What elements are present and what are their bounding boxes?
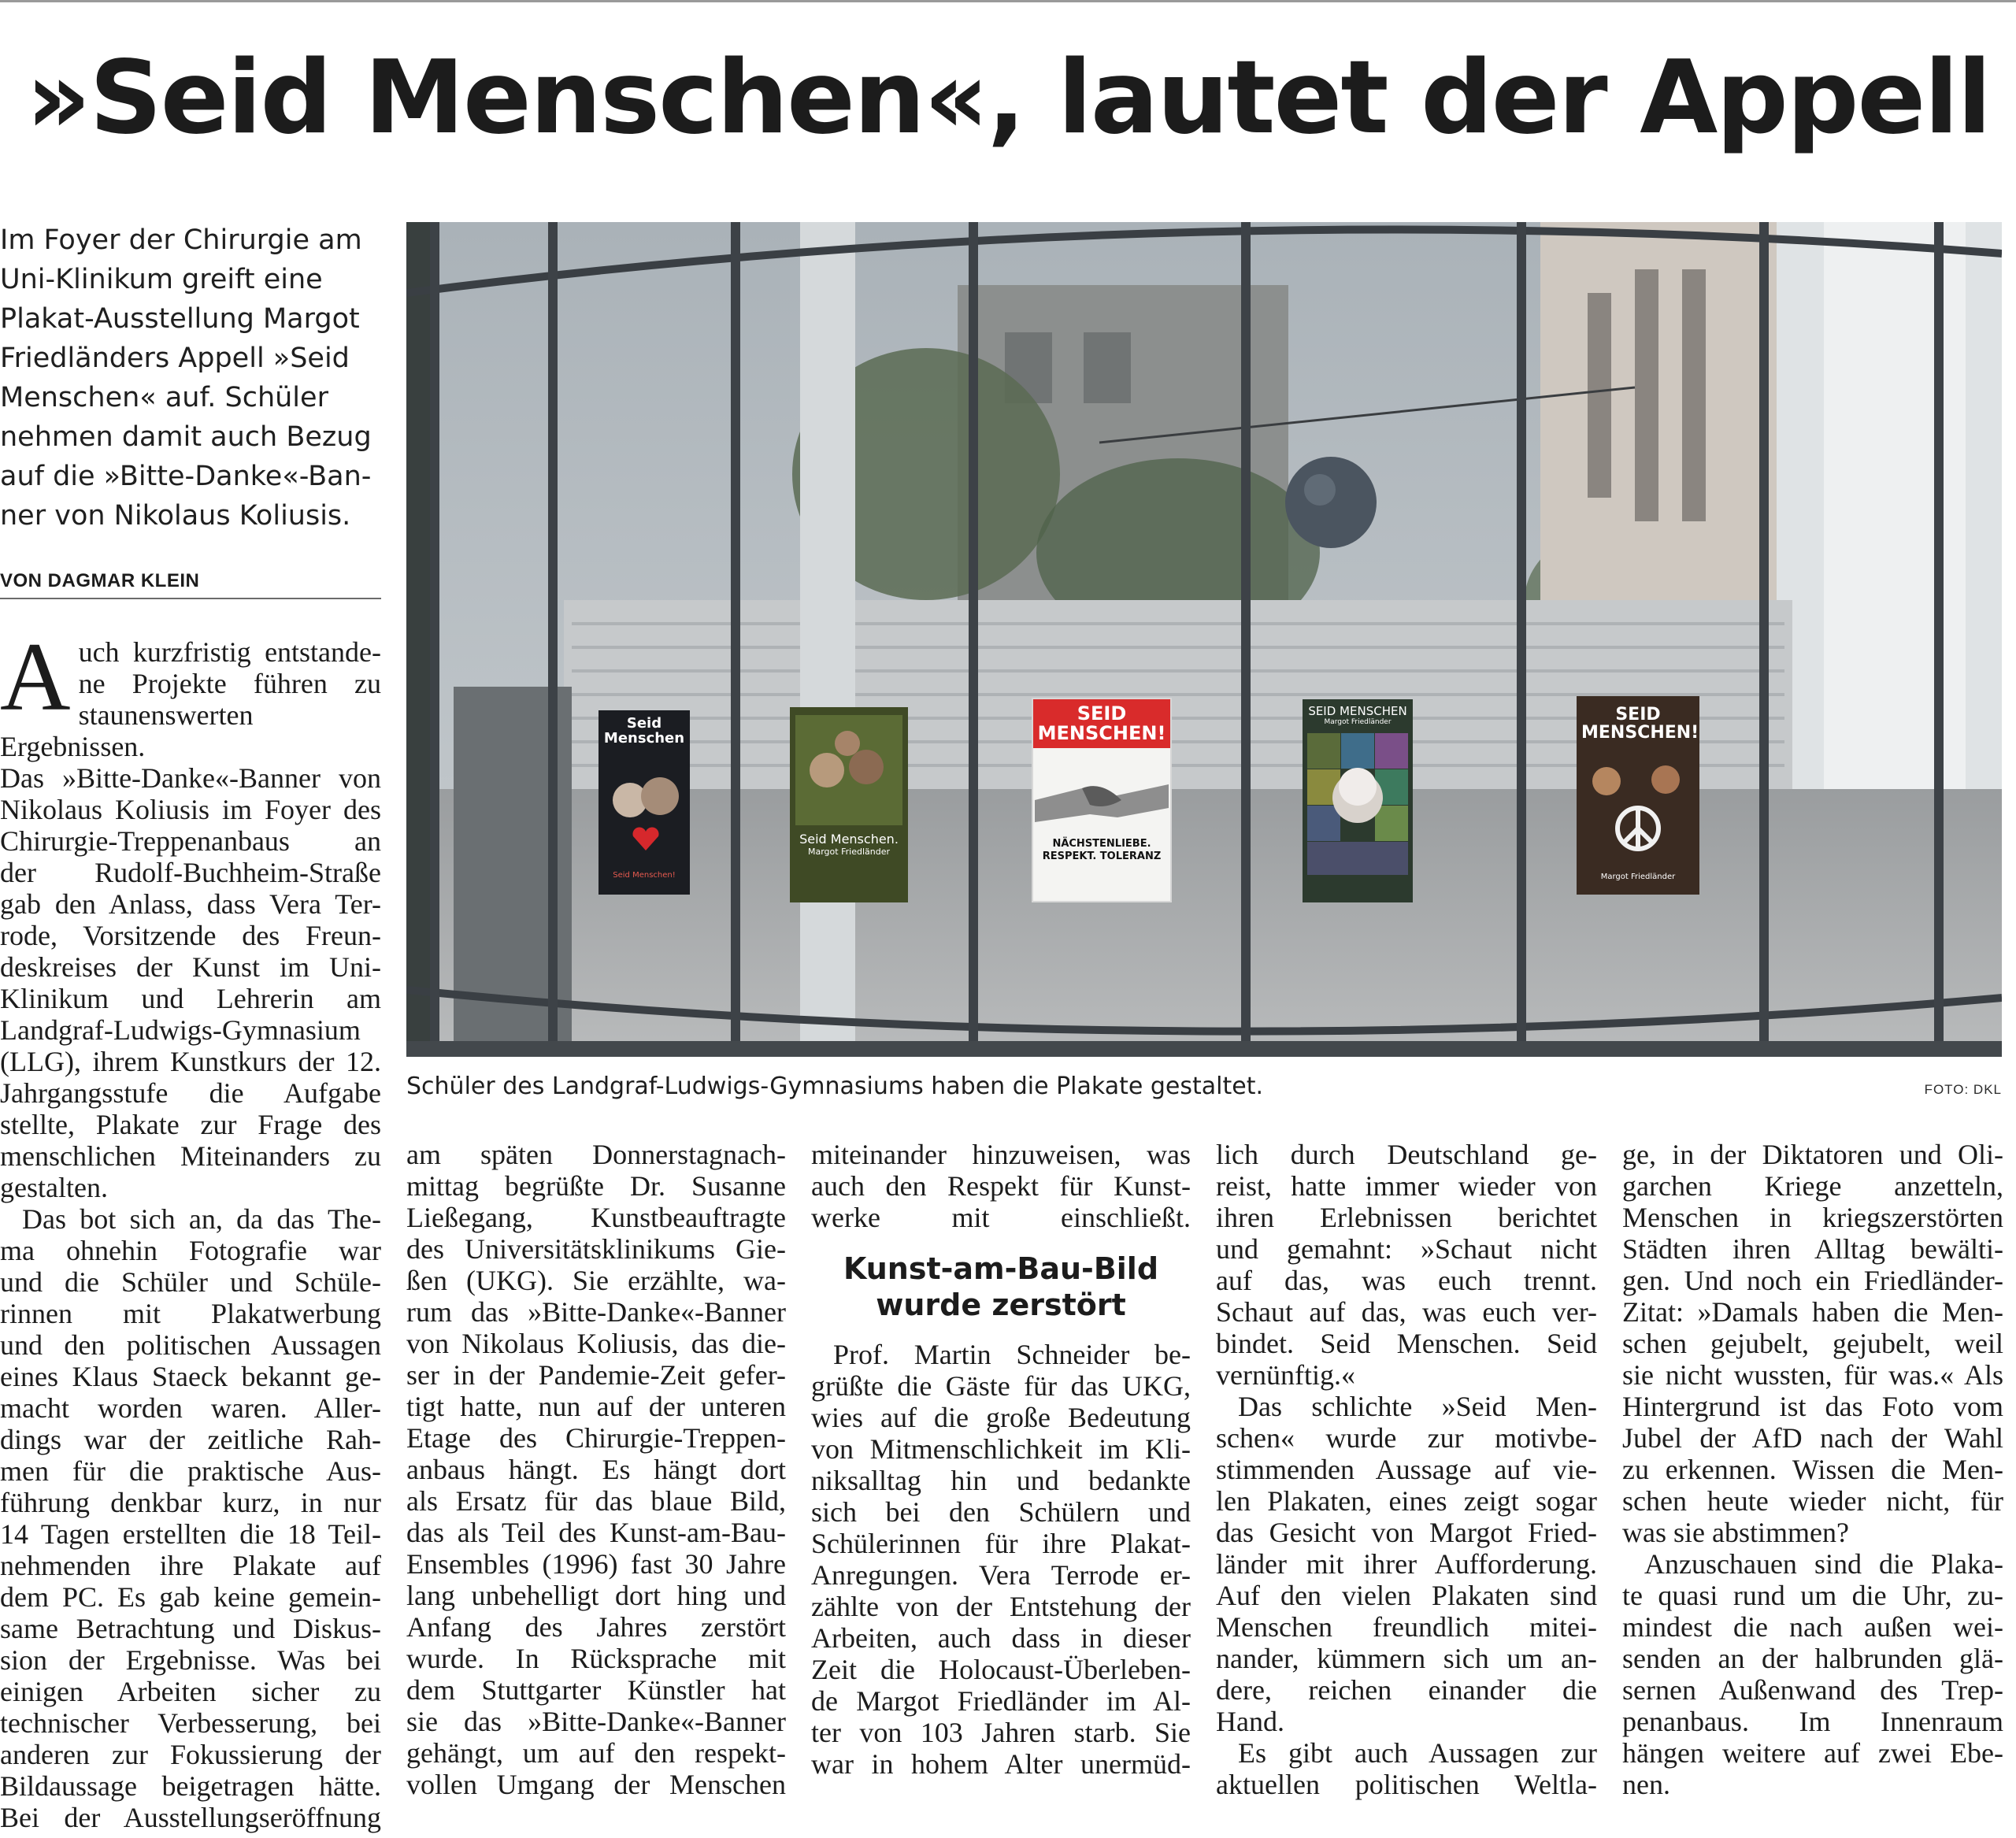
text-line: sie nicht wussten, für was.« Als: [1622, 1359, 2003, 1391]
poster-2: Seid Menschen. Margot Friedländer: [790, 707, 908, 902]
text-line: Ließegang, Kunstbeauftragte: [406, 1202, 786, 1233]
text-line: Anregungen. Vera Terrode er-: [811, 1559, 1191, 1591]
text-line: das als Teil des Kunst-am-Bau-: [406, 1517, 786, 1548]
text-line: Zitat: »Damals haben die Men-: [1622, 1296, 2003, 1328]
text-line: Hand.: [1216, 1706, 1284, 1737]
subheading-line: Kunst-am-Bau-Bild: [843, 1251, 1159, 1286]
text-line: Ensembles (1996) fast 30 Jahre: [406, 1548, 786, 1580]
text-line: des Universitätsklinikums Gie-: [406, 1233, 786, 1265]
poster-2-image: [795, 715, 902, 825]
text-line: technischer Verbesserung, bei: [0, 1707, 381, 1739]
text-line: anderen zur Fokussierung der: [0, 1739, 381, 1770]
text-line: lang unbehelligt dort hing und: [406, 1580, 786, 1611]
text-line: Das schlichte »Seid Men-: [1238, 1391, 1597, 1422]
teaser-line: Plakat-Ausstellung Margot: [0, 303, 360, 335]
text-line: (LLG), ihrem Kunstkurs der 12.: [0, 1046, 381, 1077]
text-line: nander, kümmern sich um an-: [1216, 1643, 1597, 1674]
text-line: werke mit einschließt.: [811, 1202, 1191, 1233]
text-line: sion der Ergebnisse. Was bei: [0, 1644, 381, 1676]
text-line: Anfang des Jahres zerstört: [406, 1611, 786, 1643]
text-line: dem PC. Es gab keine gemein-: [0, 1581, 381, 1613]
text-line: reist, hatte immer wieder von: [1216, 1170, 1597, 1202]
text-line: ma ohnehin Fotografie war: [0, 1235, 381, 1266]
text-line: rinnen mit Plakatwerbung: [0, 1298, 381, 1329]
photo-caption: Schüler des Landgraf-Ludwigs-Gymnasiums haben die Plakate gestaltet.: [406, 1073, 1263, 1100]
text-line: Jahrgangsstufe die Aufgabe: [0, 1077, 381, 1109]
text-line: Nikolaus Koliusis im Foyer des: [0, 794, 381, 825]
poster-1: Seid Menschen Seid Menschen!: [598, 710, 690, 895]
text-line: sich bei den Schülern und: [811, 1496, 1191, 1528]
poster-5: SEID MENSCHEN! Margot Friedländer: [1577, 696, 1699, 895]
text-line: bindet. Seid Menschen. Seid: [1216, 1328, 1597, 1359]
text-line: das Gesicht von Margot Fried-: [1216, 1517, 1597, 1548]
text-line: sernen Außenwand des Trep-: [1622, 1674, 2003, 1706]
text-line: rum das »Bitte-Danke«-Banner: [406, 1296, 786, 1328]
glass-facade-illustration: [406, 222, 2002, 1057]
text-line: dings war der zeitliche Rah-: [0, 1424, 381, 1455]
text-line: Auf den vielen Plakaten sind: [1216, 1580, 1597, 1611]
text-line: der Rudolf-Buchheim-Straße: [0, 857, 381, 888]
text-line: nen.: [1622, 1769, 1670, 1800]
text-line: was sie abstimmen?: [1622, 1517, 1849, 1548]
text-line: von Nikolaus Koliusis, das die-: [406, 1328, 786, 1359]
teaser-line: Menschen« auf. Schüler: [0, 382, 328, 413]
text-line: Bei der Ausstellungseröffnung: [0, 1802, 381, 1833]
text-line: tigt hatte, nun auf der unteren: [406, 1391, 786, 1422]
text-line: wies auf die große Bedeutung: [811, 1402, 1191, 1433]
text-line: schen gejubelt, gejubelt, weil: [1622, 1328, 2003, 1359]
text-line: macht worden waren. Aller-: [0, 1392, 381, 1424]
text-line: stellte, Plakate zur Frage des: [0, 1109, 381, 1140]
text-line: auf das, was euch trennt.: [1216, 1265, 1597, 1296]
text-line: deskreises der Kunst im Uni-: [0, 951, 381, 983]
photo-credit: FOTO: DKL: [1924, 1082, 2002, 1097]
text-line: auch den Respekt für Kunst-: [811, 1170, 1191, 1202]
text-line: Städten ihren Alltag bewälti-: [1622, 1233, 2003, 1265]
text-line: same Betrachtung und Diskus-: [0, 1613, 381, 1644]
text-line: Bildaussage beigetragen hätte.: [0, 1770, 381, 1802]
drop-cap: A: [0, 623, 71, 731]
text-line: vernünftig.«: [1216, 1359, 1355, 1391]
handshake-image: [1035, 753, 1169, 832]
text-line: nehmenden ihre Plakate auf: [0, 1550, 381, 1581]
text-line: anbaus hängt. Es hängt dort: [406, 1454, 786, 1485]
text-line: Jubel der AfD nach der Wahl: [1622, 1422, 2003, 1454]
text-line: mittag begrüßte Dr. Susanne: [406, 1170, 786, 1202]
text-line: Das »Bitte-Danke«-Banner von: [0, 762, 381, 794]
text-line: Menschen in kriegszerstörten: [1622, 1202, 2003, 1233]
text-line: dem Stuttgarter Künstler hat: [406, 1674, 786, 1706]
text-line: einigen Arbeiten sicher zu: [0, 1676, 381, 1707]
text-line: von Mitmenschlichkeit im Kli-: [811, 1433, 1191, 1465]
text-line: vollen Umgang der Menschen: [406, 1769, 786, 1800]
teaser-line: nehmen damit auch Bezug: [0, 421, 372, 453]
poster-4-image: [1307, 733, 1408, 875]
poster-1-image: [605, 753, 684, 871]
text-line: gestalten.: [0, 1172, 108, 1203]
text-line: rode, Vorsitzende des Freun-: [0, 920, 381, 951]
text-line: staunenswerten Ergebnissen.: [0, 699, 254, 762]
text-line: gehängt, um auf den respekt-: [406, 1737, 786, 1769]
text-line: und gemahnt: »Schaut nicht: [1216, 1233, 1597, 1265]
text-line: Landgraf-Ludwigs-Gymnasium: [0, 1014, 361, 1046]
text-line: ihren Erlebnissen berichtet: [1216, 1202, 1597, 1233]
teaser: [0, 220, 378, 535]
text-line: Menschen freundlich mitei-: [1216, 1611, 1597, 1643]
text-line: ter von 103 Jahren starb. Sie: [811, 1717, 1191, 1748]
text-line: führung denkbar kurz, in nur: [0, 1487, 381, 1518]
text-line: sie das »Bitte-Danke«-Banner: [406, 1706, 786, 1737]
peace-sign-image: [1583, 750, 1693, 868]
text-line: Prof. Martin Schneider be-: [833, 1339, 1191, 1370]
subheading: [811, 1233, 1191, 1339]
text-line: aktuellen politischen Weltla-: [1216, 1769, 1597, 1800]
text-line: stimmenden Aussage auf vie-: [1216, 1454, 1597, 1485]
teaser-line: Friedländers Appell »Seid: [0, 343, 350, 374]
text-line: Hintergrund ist das Foto vom: [1622, 1391, 2003, 1422]
text-line: als Ersatz für das blaue Bild,: [406, 1485, 786, 1517]
top-rule: [0, 0, 2016, 2]
text-line: niksalltag hin und bedankte: [811, 1465, 1191, 1496]
text-line: und die Schüler und Schüle-: [0, 1266, 381, 1298]
text-line: ser in der Pandemie-Zeit gefer-: [406, 1359, 786, 1391]
text-line: zählte von der Entstehung der: [811, 1591, 1191, 1622]
text-line: lich durch Deutschland ge-: [1216, 1139, 1597, 1170]
text-column-5: [1622, 1139, 2003, 1800]
subheading-line: wurde zerstört: [876, 1288, 1126, 1322]
text-line: Klinikum und Lehrerin am: [0, 983, 381, 1014]
text-line: Zeit die Holocaust-Überleben-: [811, 1654, 1191, 1685]
text-line: Das bot sich an, da das The-: [22, 1203, 381, 1235]
text-line: len Plakaten, eines zeigt sogar: [1216, 1485, 1597, 1517]
teaser-line: ner von Nikolaus Koliusis.: [0, 500, 351, 532]
text-line: Anzuschauen sind die Plaka-: [1644, 1548, 2003, 1580]
text-line: ne Projekte führen zu: [78, 668, 381, 699]
text-line: miteinander hinzuweisen, was: [811, 1139, 1191, 1170]
byline: VON DAGMAR KLEIN: [0, 570, 381, 599]
text-line: de Margot Friedländer im Al-: [811, 1685, 1191, 1717]
text-line: länder mit ihrer Aufforderung.: [1216, 1548, 1597, 1580]
text-line: ßen (UKG). Sie erzählte, wa-: [406, 1265, 786, 1296]
text-column-2: [406, 1139, 786, 1800]
teaser-line: Uni-Klinikum greift eine: [0, 264, 323, 295]
text-line: 14 Tagen erstellten die 18 Teil-: [0, 1518, 381, 1550]
text-line: Chirurgie-Treppenanbaus an: [0, 825, 381, 857]
article-photo: [406, 222, 2002, 1057]
text-line: ge, in der Diktatoren und Oli-: [1622, 1139, 2003, 1170]
headline: »Seid Menschen«, lautet der Appell: [25, 39, 1991, 157]
teaser-line: Im Foyer der Chirurgie am: [0, 224, 362, 256]
text-line: gab den Anlass, dass Vera Ter-: [0, 888, 381, 920]
text-line: penanbaus. Im Innenraum: [1622, 1706, 2003, 1737]
text-line: grüßte die Gäste für das UKG,: [811, 1370, 1191, 1402]
text-line: garchen Kriege anzetteln,: [1622, 1170, 2003, 1202]
text-line: gen. Und noch ein Friedländer-: [1622, 1265, 2003, 1296]
text-line: eines Klaus Staeck bekannt ge-: [0, 1361, 381, 1392]
text-column-1: [0, 623, 381, 1833]
text-column-4: [1216, 1139, 1597, 1800]
text-line: war in hohem Alter unermüd-: [811, 1748, 1191, 1780]
text-column-3: [811, 1139, 1191, 1780]
text-line: uch kurzfristig entstande-: [78, 636, 381, 668]
text-line: schen heute wieder nicht, für: [1622, 1485, 2003, 1517]
text-line: hängen weitere auf zwei Ebe-: [1622, 1737, 2003, 1769]
text-line: wurde. In Rücksprache mit: [406, 1643, 786, 1674]
teaser-line: auf die »Bitte-Danke«-Ban-: [0, 461, 372, 492]
text-line: Etage des Chirurgie-Treppen-: [406, 1422, 786, 1454]
text-line: Schaut auf das, was euch ver-: [1216, 1296, 1597, 1328]
text-line: Schülerinnen für ihre Plakat-: [811, 1528, 1191, 1559]
text-line: men für die praktische Aus-: [0, 1455, 381, 1487]
text-line: und den politischen Aussagen: [0, 1329, 381, 1361]
text-line: dere, reichen einander die: [1216, 1674, 1597, 1706]
text-line: te quasi rund um die Uhr, zu-: [1622, 1580, 2003, 1611]
text-line: zu erkennen. Wissen die Men-: [1622, 1454, 2003, 1485]
text-line: Arbeiten, auch dass in dieser: [811, 1622, 1191, 1654]
text-line: schen« wurde zur motivbe-: [1216, 1422, 1597, 1454]
text-line: senden an der halbrunden glä-: [1622, 1643, 2003, 1674]
text-line: menschlichen Miteinanders zu: [0, 1140, 381, 1172]
poster-4: SEID MENSCHEN Margot Friedländer: [1303, 699, 1413, 902]
text-line: Es gibt auch Aussagen zur: [1238, 1737, 1597, 1769]
poster-3: SEID MENSCHEN! NÄCHSTENLIEBE. RESPEKT. TOLERANZ: [1032, 698, 1172, 902]
text-line: am späten Donnerstagnach-: [406, 1139, 786, 1170]
text-line: mindest die nach außen wei-: [1622, 1611, 2003, 1643]
